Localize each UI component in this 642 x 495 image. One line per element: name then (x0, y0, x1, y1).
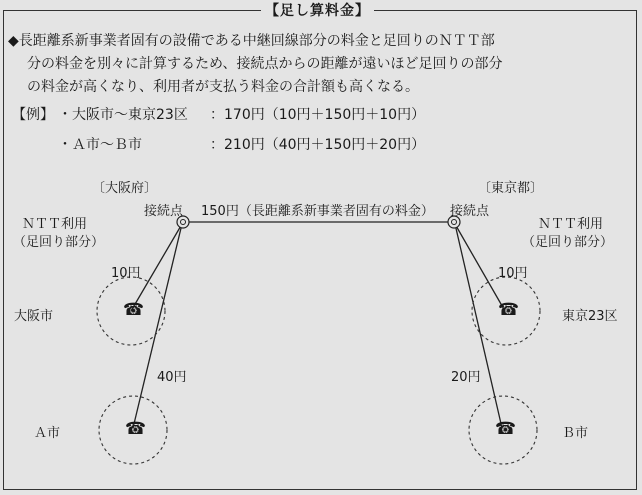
region-label-osaka: 〔大阪府〕 (92, 181, 158, 196)
fee-label-a: 40円 (157, 370, 187, 385)
example-2-route: ・Ａ市～Ｂ市 (58, 137, 142, 153)
example-1-route: ・大阪市～東京23区 (58, 107, 188, 123)
ntt-label-right: ＮＴＴ利用 (538, 217, 604, 232)
junction-label-right: 接続点 (450, 204, 490, 219)
example-1-total: ：170円（10円＋150円＋10円） (210, 107, 426, 123)
ntt-sublabel-left: （足回り部分） (13, 235, 105, 250)
phone-icon-tokyo: ☎ (498, 300, 520, 320)
fee-label-osaka: 10円 (111, 266, 141, 281)
ntt-sublabel-right: （足回り部分） (522, 235, 614, 250)
access-line-a (133, 224, 182, 428)
phone-icon-osaka: ☎ (123, 300, 145, 320)
description-line-1: ◆長距離系新事業者固有の設備である中継回線部分の料金と足回りのＮＴＴ部 (8, 33, 495, 49)
junction-label-left: 接続点 (144, 204, 184, 219)
city-label-tokyo: 東京23区 (562, 309, 618, 324)
city-label-osaka: 大阪市 (14, 309, 54, 324)
description-line-2: 分の料金を別々に計算するため、接続点からの距離が遠いほど足回りの部分 (27, 56, 503, 72)
trunk-fee-label: 150円（長距離系新事業者固有の料金） (201, 204, 434, 219)
page-title: 【足し算料金】 (261, 0, 374, 20)
fee-label-tokyo: 10円 (498, 266, 528, 281)
region-label-tokyo: 〔東京都〕 (478, 181, 544, 196)
fee-label-b: 20円 (451, 370, 481, 385)
example-2-total: ：210円（40円＋150円＋20円） (210, 137, 426, 153)
phone-icon-b: ☎ (495, 419, 517, 439)
description-line-3: の料金が高くなり、利用者が支払う料金の合計額も高くなる。 (27, 79, 419, 95)
city-label-b: Ｂ市 (562, 426, 589, 441)
ntt-label-left: ＮＴＴ利用 (22, 217, 88, 232)
phone-icon-a: ☎ (125, 419, 147, 439)
city-label-a: Ａ市 (34, 426, 61, 441)
example-label: 【例】 (12, 107, 54, 123)
